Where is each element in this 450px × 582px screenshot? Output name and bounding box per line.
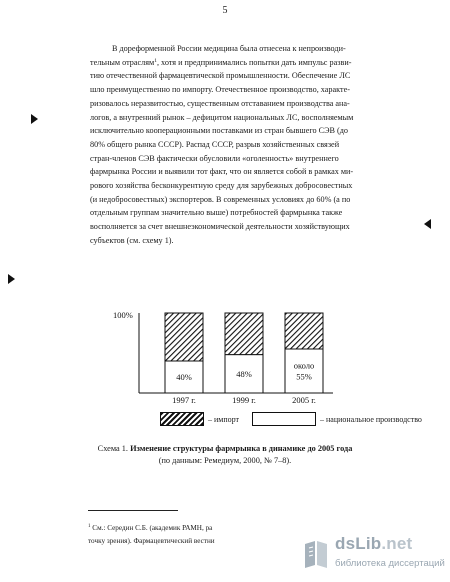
paragraph-line: фармрынка России и выявили тот факт, что он является собой в рамках ми- bbox=[90, 167, 354, 177]
watermark-title: dsLib.net bbox=[335, 534, 413, 553]
paragraph-line: рового хозяйства бесконкурентную среду для зарубежных добросовестных bbox=[90, 181, 353, 191]
footnote-ref: 1 bbox=[154, 57, 157, 64]
paragraph-line: исключительно кооперационными поставками из стран бывшего СЭВ (до bbox=[90, 126, 349, 136]
x-tick-label: 1997 г. bbox=[172, 395, 196, 405]
caption-title: Изменение структуры фармрынка в динамике до 2005 года bbox=[130, 444, 353, 453]
bar-import-1 bbox=[165, 313, 203, 361]
paragraph-line: тельным отраслям$^1$, хотя и предпринимались попытки дать импульс разви- bbox=[90, 57, 352, 67]
paragraph-line: логов, а внутренний рынок – дефицитом национальных ЛС, восполняемым bbox=[90, 112, 354, 122]
footnote-divider bbox=[88, 510, 178, 511]
margin-marker-left-icon bbox=[31, 114, 38, 124]
footnote-line: точку зрения). Фармацевтический вестни bbox=[88, 536, 215, 545]
paragraph-line: стран-членов СЭВ фактически обусловили «оголенность» внутреннего bbox=[90, 153, 339, 163]
legend-swatch-national bbox=[252, 412, 316, 426]
book-logo-icon bbox=[301, 538, 331, 570]
footnote-marker: 1 bbox=[88, 524, 91, 529]
bar-data-label: 40% bbox=[176, 372, 192, 382]
paragraph-line: восполняется за счет внешнеэкономической деятельности хозяйствующих bbox=[90, 222, 350, 232]
margin-marker-right-icon bbox=[424, 219, 431, 229]
paragraph-line: В дореформенной России медицина была отнесена к непроизводи- bbox=[112, 44, 346, 53]
paragraph-line: ризовалось неразвитостью, существенным отставанием производства ана- bbox=[90, 98, 350, 108]
bar-data-label: 55% bbox=[296, 371, 312, 382]
body-text bbox=[90, 42, 407, 248]
chart-legend bbox=[160, 412, 422, 428]
paragraph-line: (и недобросовестных) экспортеров. В современных условиях до 60% (а по bbox=[90, 194, 351, 204]
paragraph-line: субъектов (см. схему 1). bbox=[90, 235, 174, 245]
x-tick-label: 2005 г. bbox=[292, 395, 316, 405]
legend-label-import: – импорт bbox=[208, 415, 240, 424]
paragraph-line: отдельным группам значительно выше) потребностей фармрынка также bbox=[90, 208, 343, 218]
y-axis-label: 100% bbox=[113, 310, 133, 320]
legend-label-national: – национальное производство bbox=[320, 415, 422, 424]
margin-marker-left-icon bbox=[8, 274, 15, 284]
bar-data-label: около bbox=[293, 360, 315, 371]
legend-swatch-import bbox=[160, 412, 204, 426]
watermark bbox=[287, 534, 447, 578]
watermark-subtitle: библиотека диссертаций bbox=[335, 558, 445, 569]
structure-chart bbox=[113, 305, 353, 405]
paragraph-line: тию отечественной фармацевтической промышленности. Обеспечение ЛС bbox=[90, 71, 351, 81]
paragraph-line: 80% общего рынка СССР). Распад СССР, разрыв хозяйственных связей bbox=[90, 139, 340, 149]
bar-data-label: 48% bbox=[236, 368, 252, 379]
caption-source: (по данным: Ремедиум, 2000, № 7–8). bbox=[158, 456, 292, 465]
bar-import-2 bbox=[225, 313, 263, 355]
paragraph-line: шло преимущественно по импорту. Отечественное производство, характе- bbox=[90, 85, 350, 95]
figure-caption bbox=[60, 443, 390, 467]
x-tick-label: 1999 г. bbox=[232, 395, 256, 405]
page-number: 5 bbox=[222, 5, 228, 16]
bar-import-3 bbox=[285, 313, 323, 349]
caption-prefix: Схема 1. bbox=[97, 444, 128, 453]
footnote-line: См.: Середин С.Б. (академик РАМН, ра bbox=[90, 524, 213, 532]
